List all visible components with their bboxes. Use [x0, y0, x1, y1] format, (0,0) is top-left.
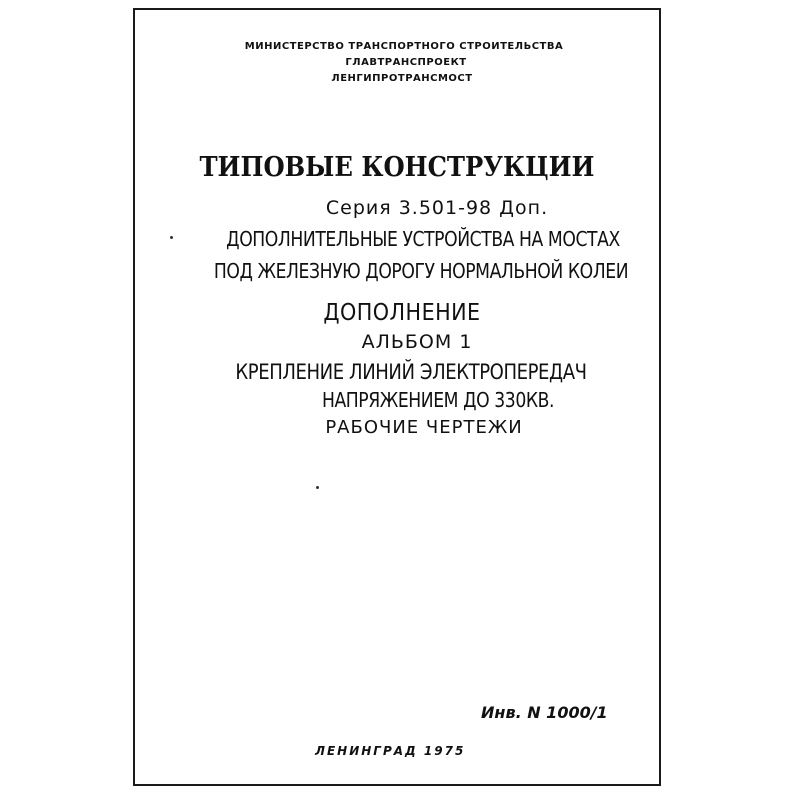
institute-name: ЛЕНГИПРОТРАНСМОСТ [331, 73, 473, 84]
footer-year: 1975 [423, 744, 466, 758]
scan-speck [316, 486, 319, 489]
album-number: АЛЬБОМ 1 [361, 331, 473, 353]
subject-line-2: ПОД ЖЕЛЕЗНУЮ ДОРОГУ НОРМАЛЬНОЙ КОЛЕИ [213, 259, 629, 283]
document-type: РАБОЧИЕ ЧЕРТЕЖИ [325, 417, 523, 438]
document-title: ТИПОВЫЕ КОНСТРУКЦИИ [199, 152, 595, 183]
topic-line-1: КРЕПЛЕНИЕ ЛИНИЙ ЭЛЕКТРОПЕРЕДАЧ [235, 360, 587, 384]
scan-speck [170, 236, 173, 239]
series-number: Серия 3.501-98 Доп. [325, 197, 549, 219]
footer-city: ЛЕНИНГРАД [315, 744, 418, 758]
footer-place-year [315, 744, 465, 758]
ministry-name: МИНИСТЕРСТВО ТРАНСПОРТНОГО СТРОИТЕЛЬСТВА [244, 41, 564, 52]
subject-line-1: ДОПОЛНИТЕЛЬНЫЕ УСТРОЙСТВА НА МОСТАХ [226, 227, 620, 251]
inventory-number: Инв. N 1000/1 [481, 703, 608, 722]
topic-line-2: НАПРЯЖЕНИЕМ ДО 330КВ. [321, 388, 555, 412]
agency-name: ГЛАВТРАНСПРОЕКТ [345, 57, 467, 68]
supplement-label: ДОПОЛНЕНИЕ [323, 300, 481, 326]
